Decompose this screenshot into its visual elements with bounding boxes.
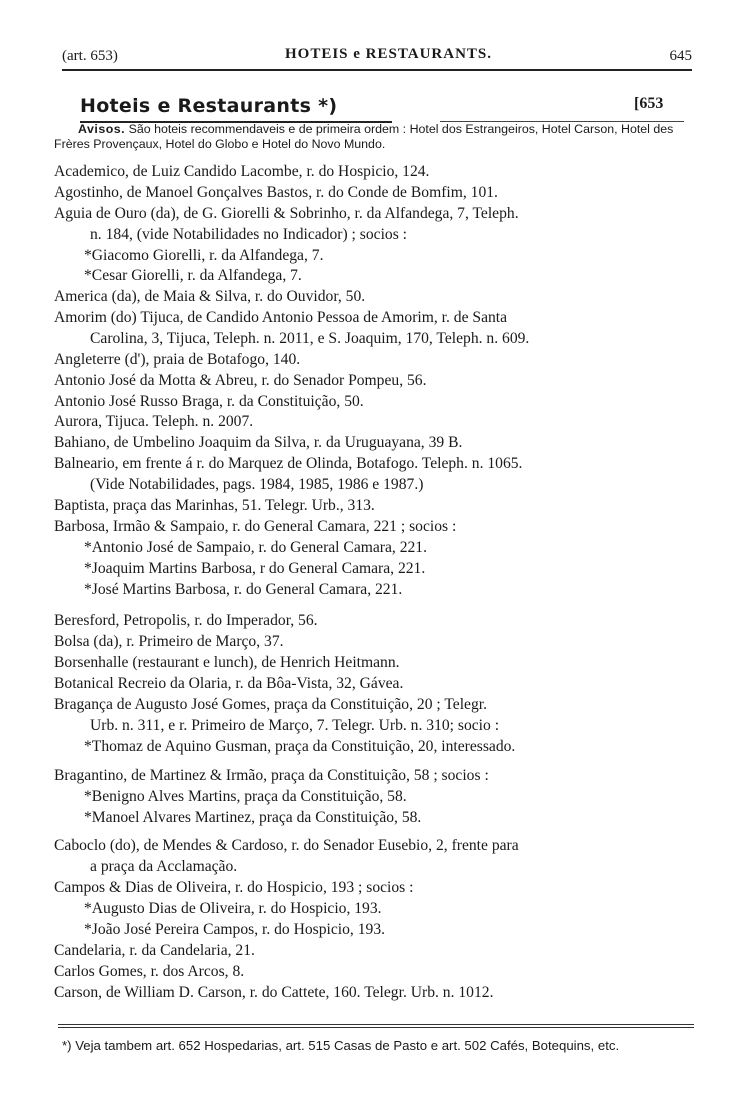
partner-line: *Joaquim Martins Barbosa, r do General Camara, 221. bbox=[84, 560, 426, 577]
entry-line: Carlos Gomes, r. dos Arcos, 8. bbox=[54, 963, 245, 980]
entry-line: Campos & Dias de Oliveira, r. do Hospicio, 193 ; socios : bbox=[54, 879, 414, 896]
section-title: Hoteis e Restaurants *) bbox=[80, 95, 338, 117]
entry-continuation: Carolina, 3, Tijuca, Teleph. n. 2011, e S. Joaquim, 170, Teleph. n. 609. bbox=[90, 330, 530, 347]
running-head bbox=[62, 46, 692, 68]
footnote: *) Veja tambem art. 652 Hospedarias, art. 515 Casas de Pasto e art. 502 Cafés, Botequins, etc. bbox=[62, 1038, 620, 1053]
entry-line: Bolsa (da), r. Primeiro de Março, 37. bbox=[54, 633, 284, 650]
entry-line: Antonio José Russo Braga, r. da Constituição, 50. bbox=[54, 393, 364, 410]
partner-line: *Cesar Giorelli, r. da Alfandega, 7. bbox=[84, 267, 302, 284]
entry-line: Beresford, Petropolis, r. do Imperador, 56. bbox=[54, 612, 318, 629]
entry-continuation: n. 184, (vide Notabilidades no Indicador) ; socios : bbox=[90, 226, 408, 243]
entry-line: Bragança de Augusto José Gomes, praça da Constituição, 20 ; Telegr. bbox=[54, 696, 487, 713]
entry-line: America (da), de Maia & Silva, r. do Ouvidor, 50. bbox=[54, 288, 366, 305]
entry-line: Candelaria, r. da Candelaria, 21. bbox=[54, 942, 255, 959]
notice-label: Avisos. bbox=[78, 122, 126, 136]
entry-line: Aurora, Tijuca. Teleph. n. 2007. bbox=[54, 413, 254, 430]
partner-line: *Manoel Alvares Martinez, praça da Constituição, 58. bbox=[84, 809, 422, 826]
entry-line: Borsenhalle (restaurant e lunch), de Henrich Heitmann. bbox=[54, 654, 400, 671]
entry-line: Caboclo (do), de Mendes & Cardoso, r. do Senador Eusebio, 2, frente para bbox=[54, 837, 519, 854]
entry-line: Balneario, em frente á r. do Marquez de Olinda, Botafogo. Teleph. n. 1065. bbox=[54, 455, 523, 472]
header-rule bbox=[62, 69, 692, 71]
footnote-rule-double bbox=[58, 1027, 694, 1028]
notice-text: São hoteis recommendaveis e de primeira ordem : Hotel dos Estrangeiros, Hotel Carson, Hotel des Frères Provençaux, Hotel do Globo e Hotel do Novo Mundo. bbox=[54, 122, 674, 151]
entry-line: Aguia de Ouro (da), de G. Giorelli & Sobrinho, r. da Alfandega, 7, Teleph. bbox=[54, 205, 519, 222]
entry-line: Bahiano, de Umbelino Joaquim da Silva, r. da Uruguayana, 39 B. bbox=[54, 434, 463, 451]
running-head-title: HOTEIS e RESTAURANTS. bbox=[285, 46, 493, 62]
entry-line: Baptista, praça das Marinhas, 51. Telegr. Urb., 313. bbox=[54, 497, 375, 514]
partner-line: *João José Pereira Campos, r. do Hospicio, 193. bbox=[84, 921, 386, 938]
entry-line: Angleterre (d'), praia de Botafogo, 140. bbox=[54, 351, 301, 368]
partner-line: *Giacomo Giorelli, r. da Alfandega, 7. bbox=[84, 247, 324, 264]
entry-line: Antonio José da Motta & Abreu, r. do Senador Pompeu, 56. bbox=[54, 372, 427, 389]
entry-line: Carson, de William D. Carson, r. do Cattete, 160. Telegr. Urb. n. 1012. bbox=[54, 984, 494, 1001]
entry-line: Academico, de Luiz Candido Lacombe, r. do Hospicio, 124. bbox=[54, 163, 430, 180]
article-reference: (art. 653) bbox=[62, 48, 118, 64]
entry-line: Botanical Recreio da Olaria, r. da Bôa-Vista, 32, Gávea. bbox=[54, 675, 404, 692]
partner-line: *José Martins Barbosa, r. do General Camara, 221. bbox=[84, 581, 403, 598]
entry-line: Agostinho, de Manoel Gonçalves Bastos, r. do Conde de Bomfim, 101. bbox=[54, 184, 498, 201]
partner-line: *Augusto Dias de Oliveira, r. do Hospicio, 193. bbox=[84, 900, 382, 917]
section-number: [653 bbox=[634, 95, 664, 112]
footnote-rule bbox=[58, 1024, 694, 1025]
entry-line: Amorim (do) Tijuca, de Candido Antonio Pessoa de Amorim, r. de Santa bbox=[54, 309, 508, 326]
page-number: 645 bbox=[669, 48, 692, 64]
entry-line: Barbosa, Irmão & Sampaio, r. do General Camara, 221 ; socios : bbox=[54, 518, 457, 535]
entry-continuation: (Vide Notabilidades, pags. 1984, 1985, 1986 e 1987.) bbox=[90, 476, 424, 493]
entry-continuation: Urb. n. 311, e r. Primeiro de Março, 7. Telegr. Urb. n. 310; socio : bbox=[90, 717, 500, 734]
partner-line: *Antonio José de Sampaio, r. do General Camara, 221. bbox=[84, 539, 427, 556]
entry-line: Bragantino, de Martinez & Irmão, praça da Constituição, 58 ; socios : bbox=[54, 767, 489, 784]
partner-line: *Benigno Alves Martins, praça da Constituição, 58. bbox=[84, 788, 407, 805]
partner-line: *Thomaz de Aquino Gusman, praça da Constituição, 20, interessado. bbox=[84, 738, 516, 755]
entry-continuation: a praça da Acclamação. bbox=[90, 858, 238, 875]
notice-paragraph bbox=[54, 122, 690, 152]
